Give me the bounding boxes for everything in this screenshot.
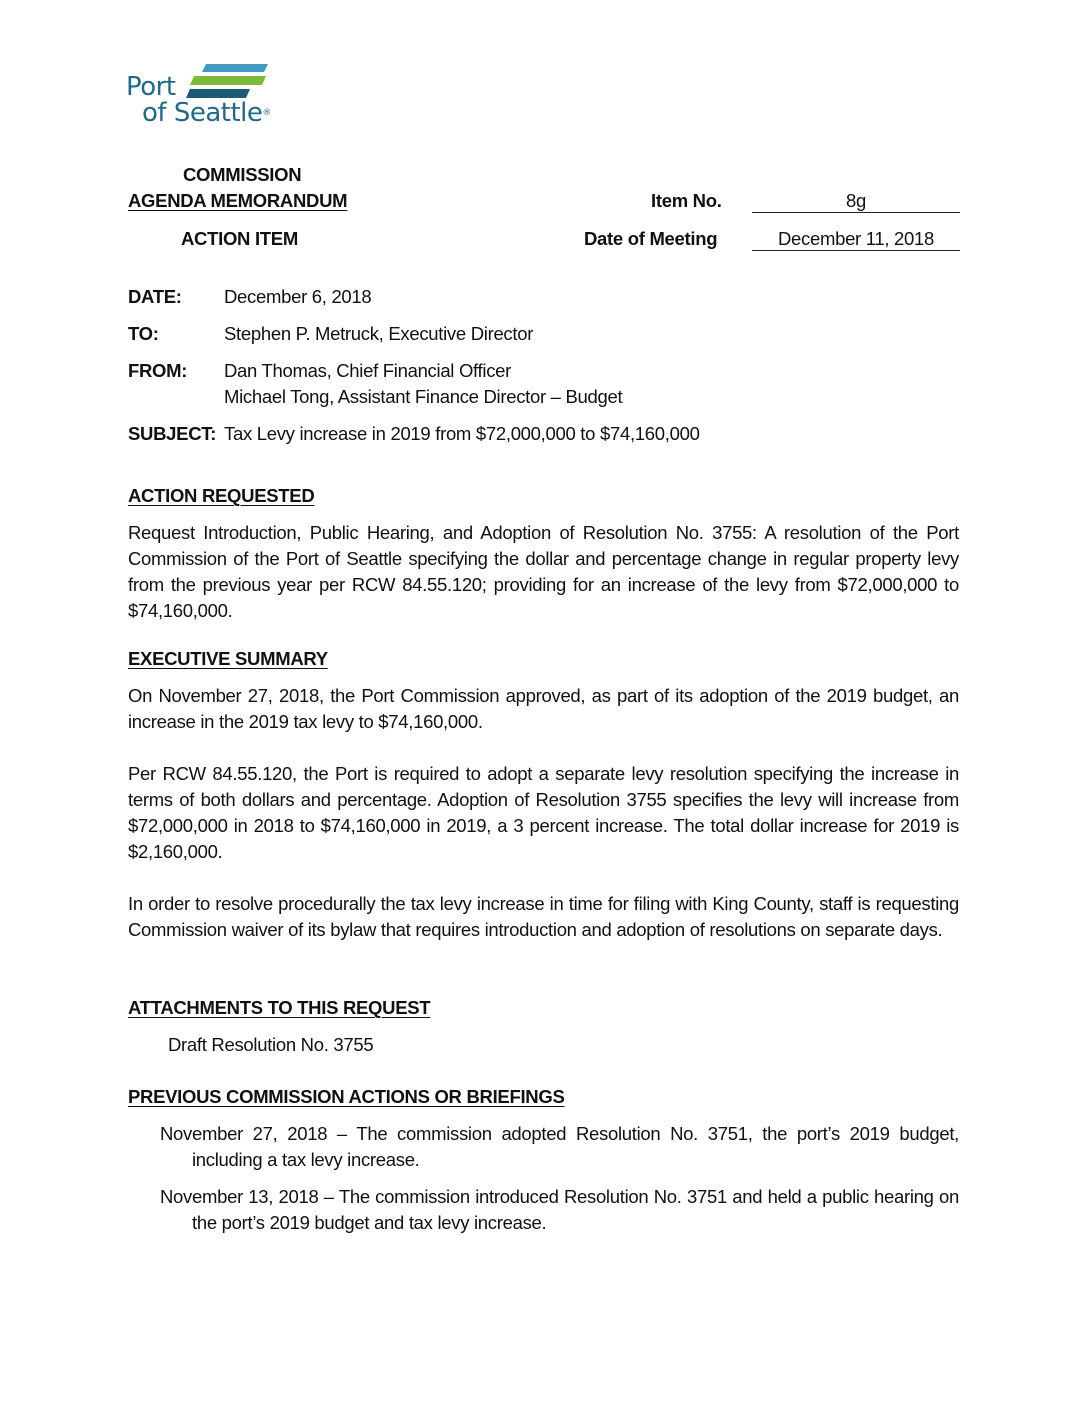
logo-stripe-top (202, 64, 268, 72)
logo-stripe-bottom (186, 89, 250, 98)
previous-action-item: November 27, 2018 – The commission adopted Resolution No. 3751, the port’s 2019 budget, including a tax levy increase. (160, 1123, 959, 1170)
attachments-heading: ATTACHMENTS TO THIS REQUEST (128, 997, 431, 1018)
from-value-2: Michael Tong, Assistant Finance Director – Budget (224, 386, 623, 407)
subject-value: Tax Levy increase in 2019 from $72,000,000 to $74,160,000 (224, 423, 700, 444)
item-no-value: 8g (752, 188, 960, 213)
commission-heading: COMMISSION (183, 164, 302, 185)
previous-action-item: November 13, 2018 – The commission introduced Resolution No. 3751 and held a public hearing on the port’s 2019 budget and tax levy increase. (160, 1186, 959, 1233)
executive-summary-heading: EXECUTIVE SUMMARY (128, 648, 328, 669)
agenda-memorandum-heading: AGENDA MEMORANDUM (128, 190, 348, 211)
executive-summary-paragraph-1: On November 27, 2018, the Port Commission approved, as part of its adoption of the 2019 budget, an increase in the 2019 tax levy to $74,160,000. (128, 685, 959, 732)
executive-summary-paragraph-2: Per RCW 84.55.120, the Port is required to adopt a separate levy resolution specifying the increase in terms of both dollars and percentage. Adoption of Resolution 3755 specifies the levy will increase from $72,000,000 in 2018 to $74,160,000 in 2019, a 3 percent increase. The total dollar increase for 2019 is $2,160,000. (128, 763, 959, 862)
logo-text-port: Port (126, 72, 176, 102)
registered-mark: ® (262, 108, 271, 118)
item-no-label: Item No. (651, 190, 722, 211)
date-value: December 6, 2018 (224, 286, 372, 307)
to-label: TO: (128, 323, 159, 344)
subject-label: SUBJECT: (128, 423, 217, 444)
logo-stripe-mid (190, 76, 266, 85)
logo-stripes-icon (184, 62, 270, 100)
port-of-seattle-logo (126, 62, 276, 128)
date-of-meeting-label: Date of Meeting (584, 228, 718, 249)
attachment-item[interactable]: Draft Resolution No. 3755 (168, 1034, 374, 1055)
date-label: DATE: (128, 286, 182, 307)
action-requested-heading: ACTION REQUESTED (128, 485, 315, 506)
action-item-heading: ACTION ITEM (181, 228, 298, 249)
action-requested-body: Request Introduction, Public Hearing, and Adoption of Resolution No. 3755: A resolution of the Port Commission of the Port of Seattle specifying the dollar and percentage change in regular property levy from the previous year per RCW 84.55.120; providing for an increase of the levy from $72,000,000 to $74,160,000. (128, 522, 959, 621)
executive-summary-paragraph-3: In order to resolve procedurally the tax levy increase in time for filing with King County, staff is requesting Commission waiver of its bylaw that requires introduction and adoption of resolutions on separate days. (128, 893, 959, 940)
date-of-meeting-value: December 11, 2018 (752, 226, 960, 251)
previous-actions-heading: PREVIOUS COMMISSION ACTIONS OR BRIEFINGS (128, 1086, 565, 1107)
to-value: Stephen P. Metruck, Executive Director (224, 323, 534, 344)
logo-text-of-seattle (142, 100, 271, 126)
logo-text-of-seattle-label: of Seattle (142, 98, 263, 128)
from-value-1: Dan Thomas, Chief Financial Officer (224, 360, 511, 381)
from-label: FROM: (128, 360, 188, 381)
